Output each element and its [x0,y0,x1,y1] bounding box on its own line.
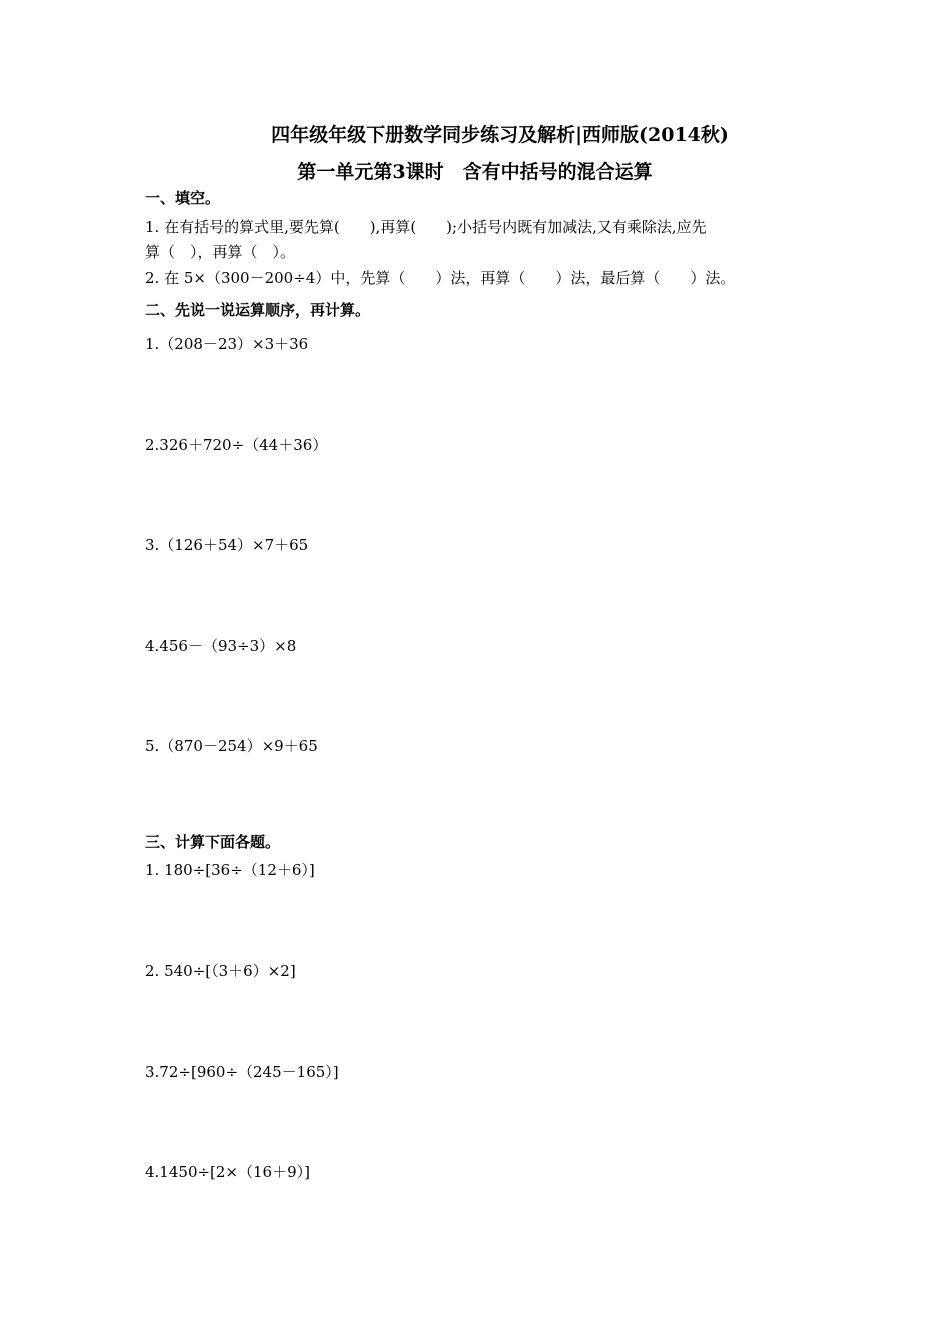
calc-problem-3: 3.72÷[960÷（245－165）] [145,1063,339,1081]
section-2-heading: 二、先说一说运算顺序，再计算。 [145,301,371,319]
calc-problem-4: 4.1450÷[2×（16＋9）] [145,1163,311,1181]
order-problem-3: 3.（126＋54）×7＋65 [145,536,309,554]
order-problem-1: 1.（208－23）×3＋36 [145,335,309,353]
fill-blank-q2: 2. 在 5×（300－200÷4）中，先算（ ）法，再算（ ）法，最后算（ ）法。 [145,269,736,287]
section-1-heading: 一、填空。 [145,189,221,207]
fill-blank-q1-line2: 算（ ），再算（ ）。 [145,243,296,261]
document-title: 四年级年级下册数学同步练习及解析|西师版(2014秋) [271,124,729,146]
section-3-heading: 三、计算下面各题。 [145,833,281,851]
fill-blank-q1-line1: 1. 在有括号的算式里,要先算( ),再算( );小括号内既有加减法,又有乘除法,应先 [145,218,707,236]
calc-problem-2: 2. 540÷[（3＋6）×2] [145,962,296,980]
order-problem-4: 4.456－（93÷3）×8 [145,637,297,655]
calc-problem-1: 1. 180÷[36÷（12＋6）] [145,861,315,879]
lesson-subtitle: 第一单元第3课时 含有中括号的混合运算 [297,161,653,183]
order-problem-2: 2.326＋720÷（44＋36） [145,436,328,454]
order-problem-5: 5.（870－254）×9＋65 [145,737,318,755]
